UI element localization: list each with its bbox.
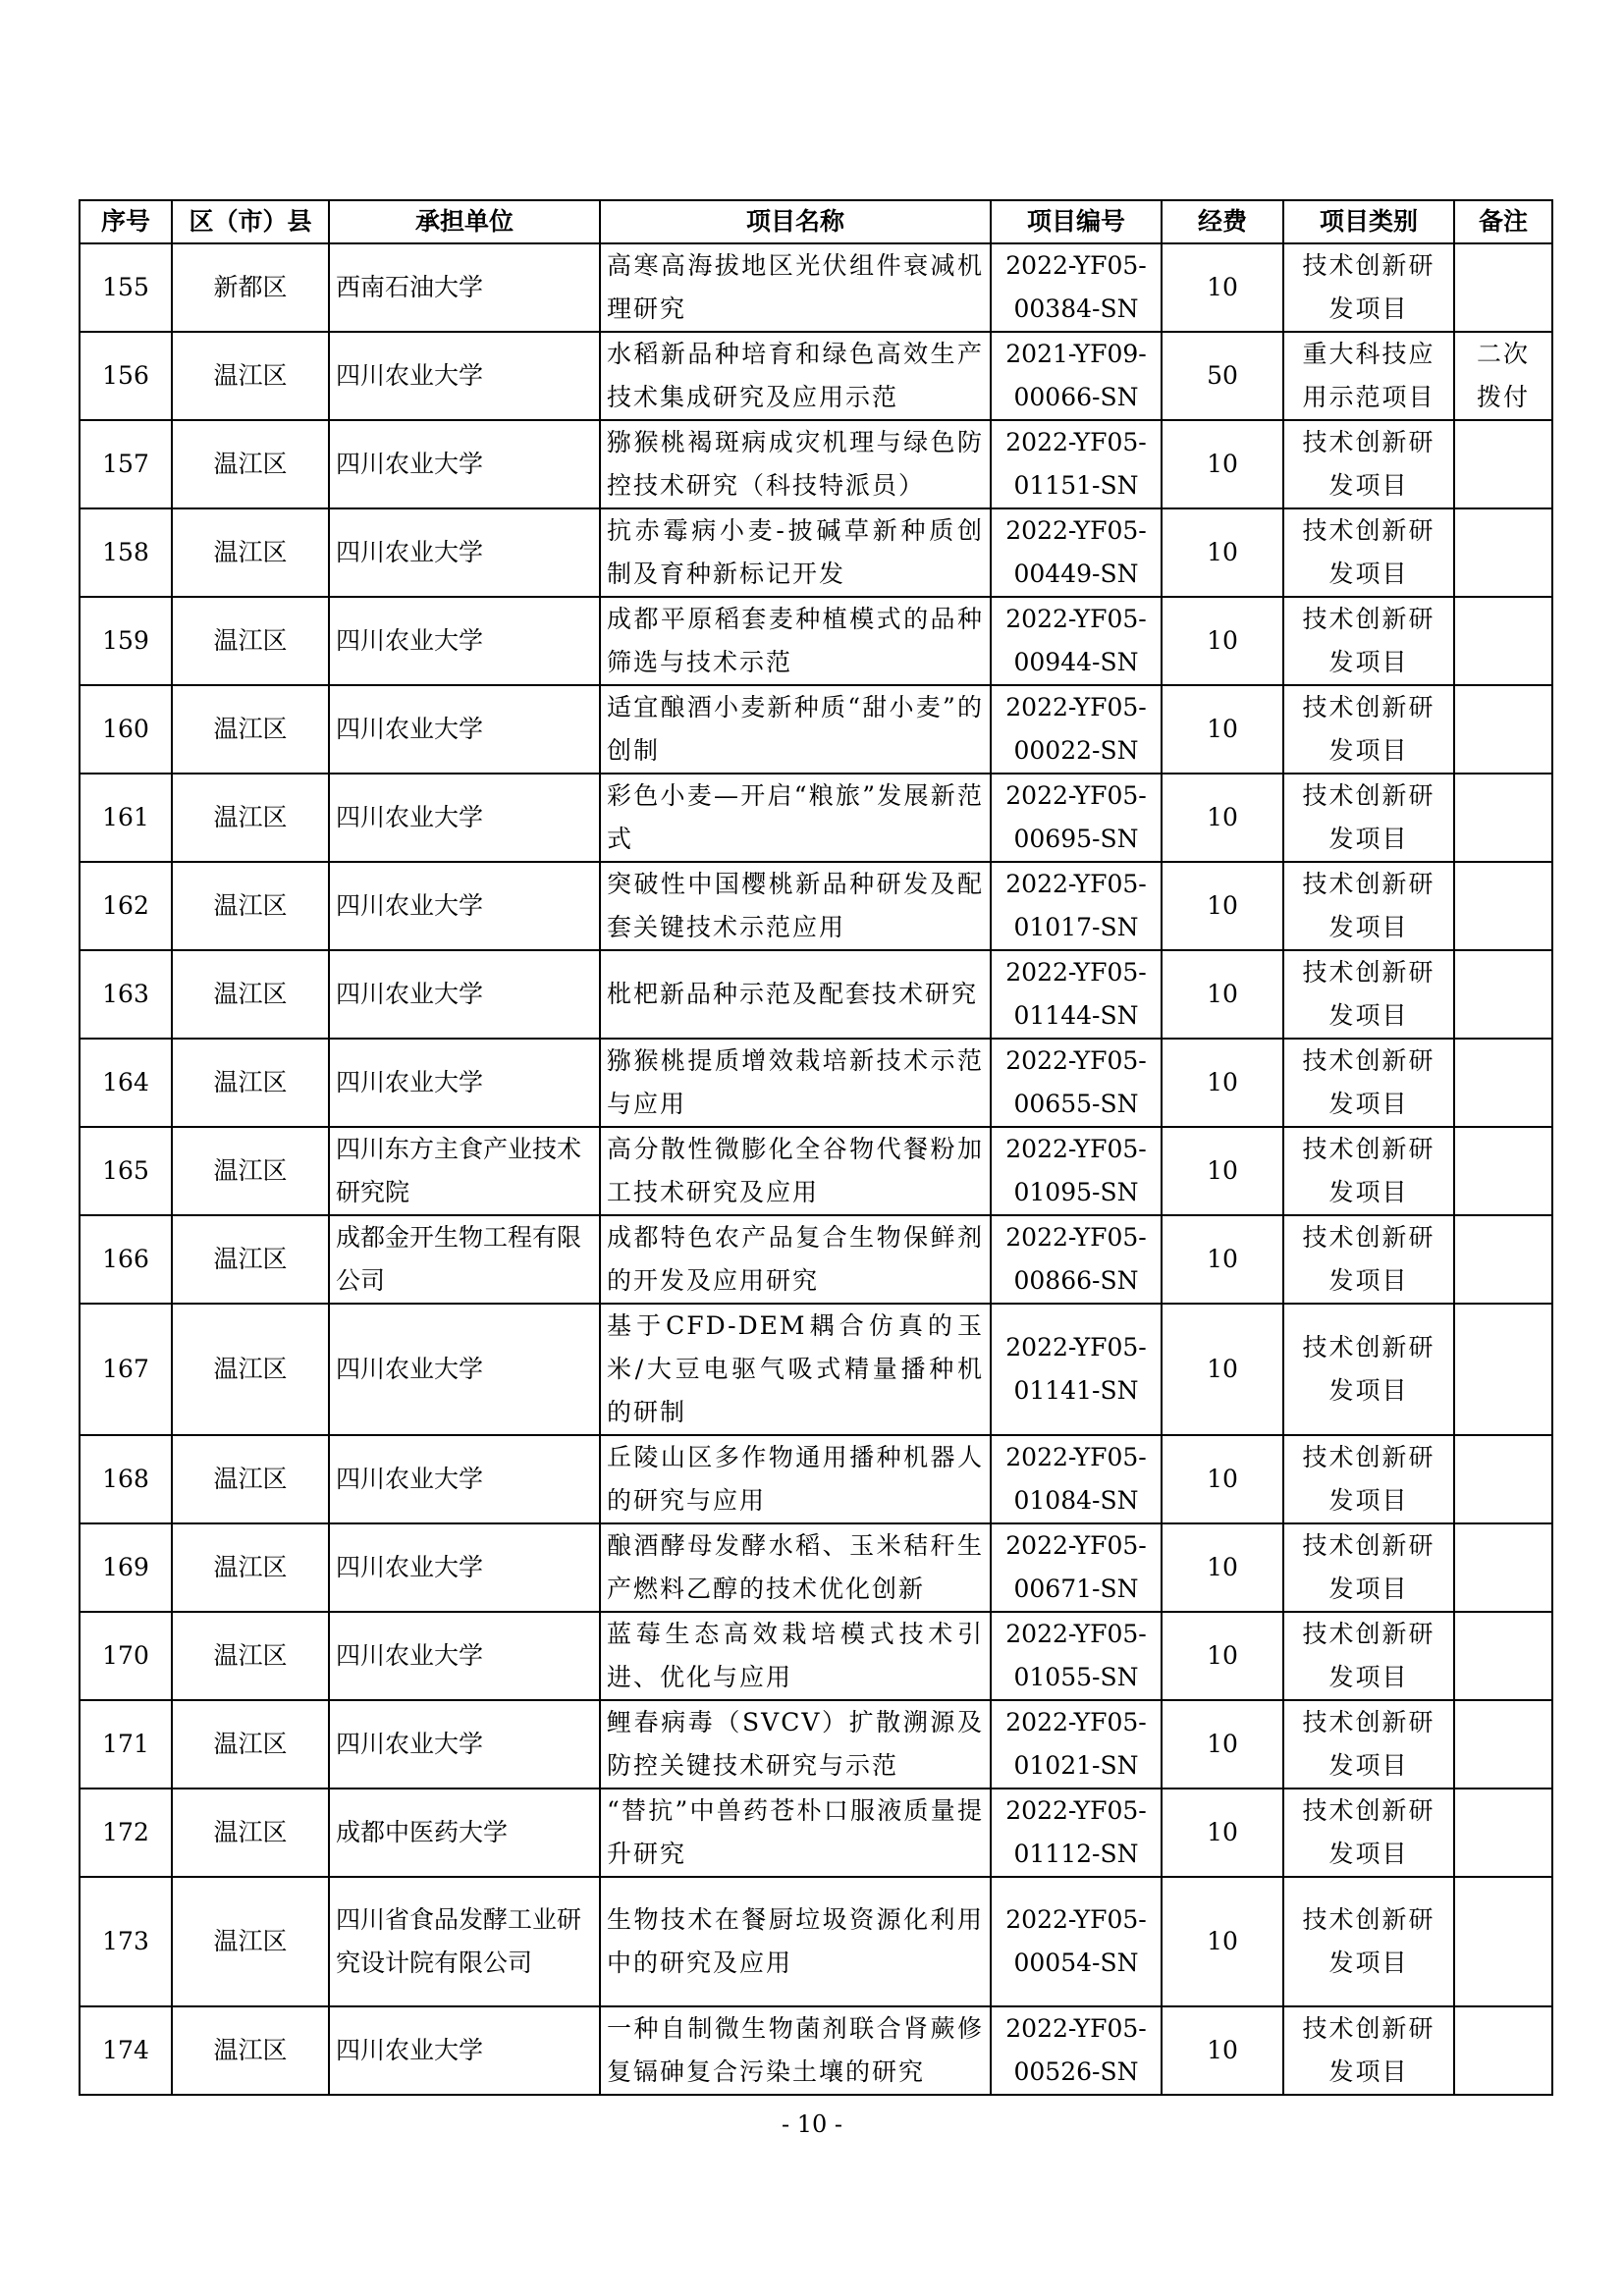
cell-number: 167 (80, 1304, 172, 1435)
project-code-line: 2022-YF05- (1005, 1223, 1147, 1252)
cell-number: 168 (80, 1435, 172, 1523)
cell-category: 技术创新研发项目 (1283, 1523, 1454, 1612)
cell-fund: 10 (1162, 950, 1283, 1039)
cell-note (1454, 862, 1552, 950)
project-code-line: 2022-YF05- (1005, 2014, 1147, 2043)
cell-project-name: 水稻新品种培育和绿色高效生产技术集成研究及应用示范 (600, 332, 991, 420)
header-cell: 区（市）县 (172, 200, 329, 243)
cell-unit: 西南石油大学 (329, 243, 600, 332)
cell-unit: 成都中医药大学 (329, 1789, 600, 1877)
cell-number: 166 (80, 1215, 172, 1304)
cell-category: 技术创新研发项目 (1283, 774, 1454, 862)
cell-category: 技术创新研发项目 (1283, 1039, 1454, 1127)
project-code-line: 01151-SN (1013, 471, 1139, 500)
cell-district: 温江区 (172, 1700, 329, 1789)
cell-project-name: 彩色小麦—开启“粮旅”发展新范式 (600, 774, 991, 862)
cell-project-code (991, 774, 1162, 862)
project-code-line: 00526-SN (1013, 2057, 1139, 2086)
cell-district: 温江区 (172, 508, 329, 597)
cell-unit: 四川农业大学 (329, 950, 600, 1039)
project-code-line: 01144-SN (1013, 1001, 1139, 1030)
cell-project-code (991, 1435, 1162, 1523)
project-code-line: 01021-SN (1013, 1751, 1139, 1780)
cell-note (1454, 243, 1552, 332)
project-code-line: 2022-YF05- (1005, 1796, 1147, 1825)
cell-note (1454, 508, 1552, 597)
project-code-line: 01017-SN (1013, 913, 1139, 941)
cell-project-name: 生物技术在餐厨垃圾资源化利用中的研究及应用 (600, 1877, 991, 2006)
table-row (80, 685, 1552, 774)
cell-category: 技术创新研发项目 (1283, 685, 1454, 774)
table-row (80, 597, 1552, 685)
cell-project-name: 鲤春病毒（SVCV）扩散溯源及防控关键技术研究与示范 (600, 1700, 991, 1789)
project-code-line: 2022-YF05- (1005, 428, 1147, 456)
cell-fund: 10 (1162, 1435, 1283, 1523)
cell-unit: 四川农业大学 (329, 420, 600, 508)
project-code-line: 2022-YF05- (1005, 1620, 1147, 1648)
cell-fund: 10 (1162, 1523, 1283, 1612)
cell-project-code (991, 685, 1162, 774)
cell-district: 温江区 (172, 1039, 329, 1127)
cell-project-name: 高寒高海拔地区光伏组件衰减机理研究 (600, 243, 991, 332)
cell-fund: 10 (1162, 1700, 1283, 1789)
cell-note (1454, 1877, 1552, 2006)
cell-category: 技术创新研发项目 (1283, 1435, 1454, 1523)
cell-project-name: 酿酒酵母发酵水稻、玉米秸秆生产燃料乙醇的技术优化创新 (600, 1523, 991, 1612)
cell-unit: 四川农业大学 (329, 774, 600, 862)
cell-project-name: 突破性中国樱桃新品种研发及配套关键技术示范应用 (600, 862, 991, 950)
cell-fund: 10 (1162, 1304, 1283, 1435)
cell-number: 161 (80, 774, 172, 862)
table-header-row (80, 200, 1552, 243)
cell-project-name: 抗赤霉病小麦-披碱草新种质创制及育种新标记开发 (600, 508, 991, 597)
header-cell: 序号 (80, 200, 172, 243)
cell-category: 技术创新研发项目 (1283, 1304, 1454, 1435)
cell-project-name: 一种自制微生物菌剂联合肾蕨修复镉砷复合污染土壤的研究 (600, 2006, 991, 2095)
cell-project-code (991, 1127, 1162, 1215)
table-row (80, 774, 1552, 862)
cell-unit: 四川农业大学 (329, 1700, 600, 1789)
table-row (80, 1304, 1552, 1435)
cell-number: 171 (80, 1700, 172, 1789)
project-code-line: 2022-YF05- (1005, 251, 1147, 280)
cell-unit: 四川农业大学 (329, 332, 600, 420)
table-body (80, 243, 1552, 2095)
cell-category: 技术创新研发项目 (1283, 1127, 1454, 1215)
cell-project-name: 猕猴桃提质增效栽培新技术示范与应用 (600, 1039, 991, 1127)
cell-number: 165 (80, 1127, 172, 1215)
cell-number: 156 (80, 332, 172, 420)
cell-unit: 四川农业大学 (329, 597, 600, 685)
project-code-line: 2022-YF05- (1005, 1708, 1147, 1736)
cell-note (1454, 420, 1552, 508)
cell-district: 温江区 (172, 1127, 329, 1215)
cell-category: 技术创新研发项目 (1283, 1215, 1454, 1304)
cell-unit: 四川农业大学 (329, 508, 600, 597)
cell-number: 157 (80, 420, 172, 508)
header-cell: 承担单位 (329, 200, 600, 243)
cell-category: 技术创新研发项目 (1283, 420, 1454, 508)
cell-unit: 四川农业大学 (329, 1523, 600, 1612)
cell-fund: 10 (1162, 1215, 1283, 1304)
cell-note (1454, 774, 1552, 862)
project-code-line: 00695-SN (1013, 825, 1139, 853)
project-table (79, 199, 1553, 2096)
cell-number: 159 (80, 597, 172, 685)
cell-number: 163 (80, 950, 172, 1039)
cell-category: 技术创新研发项目 (1283, 1789, 1454, 1877)
cell-fund: 10 (1162, 1877, 1283, 2006)
header-cell: 项目编号 (991, 200, 1162, 243)
cell-project-name: 猕猴桃褐斑病成灾机理与绿色防控技术研究（科技特派员） (600, 420, 991, 508)
cell-district: 温江区 (172, 774, 329, 862)
cell-district: 温江区 (172, 685, 329, 774)
project-code-line: 2022-YF05- (1005, 958, 1147, 987)
cell-project-code (991, 1877, 1162, 2006)
cell-project-code (991, 2006, 1162, 2095)
cell-district: 温江区 (172, 1304, 329, 1435)
cell-district: 温江区 (172, 1612, 329, 1700)
cell-district: 温江区 (172, 332, 329, 420)
cell-project-name: 成都平原稻套麦种植模式的品种筛选与技术示范 (600, 597, 991, 685)
cell-fund: 10 (1162, 2006, 1283, 2095)
table-row (80, 1215, 1552, 1304)
cell-fund: 10 (1162, 685, 1283, 774)
cell-project-name: “替抗”中兽药苍朴口服液质量提升研究 (600, 1789, 991, 1877)
cell-category: 技术创新研发项目 (1283, 1612, 1454, 1700)
cell-note (1454, 1039, 1552, 1127)
table-row (80, 1612, 1552, 1700)
cell-project-name: 枇杷新品种示范及配套技术研究 (600, 950, 991, 1039)
project-code-line: 2022-YF05- (1005, 693, 1147, 721)
project-code-line: 2022-YF05- (1005, 1046, 1147, 1075)
cell-category: 技术创新研发项目 (1283, 1700, 1454, 1789)
cell-project-code (991, 243, 1162, 332)
page-number: - 10 - (781, 2110, 842, 2138)
cell-category: 技术创新研发项目 (1283, 950, 1454, 1039)
project-code-line: 00866-SN (1013, 1266, 1139, 1295)
cell-fund: 10 (1162, 597, 1283, 685)
project-code-line: 00054-SN (1013, 1949, 1139, 1977)
project-code-line: 2022-YF05- (1005, 781, 1147, 810)
cell-category: 技术创新研发项目 (1283, 508, 1454, 597)
cell-district: 温江区 (172, 1215, 329, 1304)
project-code-line: 2022-YF05- (1005, 1135, 1147, 1163)
cell-fund: 10 (1162, 1789, 1283, 1877)
project-code-line: 2022-YF05- (1005, 1443, 1147, 1471)
cell-number: 169 (80, 1523, 172, 1612)
cell-category: 技术创新研发项目 (1283, 862, 1454, 950)
table-row (80, 862, 1552, 950)
cell-note (1454, 950, 1552, 1039)
cell-unit: 四川农业大学 (329, 1435, 600, 1523)
cell-fund: 10 (1162, 420, 1283, 508)
cell-note (1454, 685, 1552, 774)
cell-project-code (991, 1523, 1162, 1612)
table-row (80, 1523, 1552, 1612)
project-code-line: 00066-SN (1013, 383, 1139, 411)
cell-project-code (991, 1215, 1162, 1304)
cell-unit: 四川东方主食产业技术研究院 (329, 1127, 600, 1215)
project-code-line: 01055-SN (1013, 1663, 1139, 1691)
cell-note (1454, 597, 1552, 685)
table-row (80, 1127, 1552, 1215)
project-code-line: 00671-SN (1013, 1575, 1139, 1603)
cell-fund: 10 (1162, 508, 1283, 597)
cell-district: 温江区 (172, 420, 329, 508)
cell-number: 172 (80, 1789, 172, 1877)
cell-project-code (991, 597, 1162, 685)
cell-category: 重大科技应用示范项目 (1283, 332, 1454, 420)
cell-note (1454, 1304, 1552, 1435)
cell-unit: 四川农业大学 (329, 1612, 600, 1700)
table-row (80, 1877, 1552, 2006)
cell-unit: 四川农业大学 (329, 685, 600, 774)
header-cell: 经费 (1162, 200, 1283, 243)
cell-fund: 10 (1162, 774, 1283, 862)
cell-unit: 四川省食品发酵工业研究设计院有限公司 (329, 1877, 600, 2006)
header-cell: 项目名称 (600, 200, 991, 243)
cell-fund: 10 (1162, 1612, 1283, 1700)
cell-district: 温江区 (172, 597, 329, 685)
cell-project-code (991, 332, 1162, 420)
table-row (80, 332, 1552, 420)
cell-note (1454, 1127, 1552, 1215)
cell-note (1454, 1700, 1552, 1789)
cell-number: 164 (80, 1039, 172, 1127)
cell-number: 158 (80, 508, 172, 597)
cell-project-name: 高分散性微膨化全谷物代餐粉加工技术研究及应用 (600, 1127, 991, 1215)
cell-unit: 四川农业大学 (329, 862, 600, 950)
project-code-line: 2022-YF05- (1005, 1531, 1147, 1560)
project-code-line: 00944-SN (1013, 648, 1139, 676)
cell-number: 155 (80, 243, 172, 332)
cell-district: 温江区 (172, 1877, 329, 2006)
project-code-line: 01084-SN (1013, 1486, 1139, 1515)
table-row (80, 243, 1552, 332)
cell-unit: 四川农业大学 (329, 1039, 600, 1127)
project-code-line: 2022-YF05- (1005, 870, 1147, 898)
cell-project-code (991, 420, 1162, 508)
cell-number: 173 (80, 1877, 172, 2006)
cell-note (1454, 1612, 1552, 1700)
project-code-line: 2022-YF05- (1005, 1333, 1147, 1362)
cell-category: 技术创新研发项目 (1283, 597, 1454, 685)
cell-fund: 10 (1162, 1127, 1283, 1215)
cell-project-code (991, 862, 1162, 950)
cell-project-name: 适宜酿酒小麦新种质“甜小麦”的创制 (600, 685, 991, 774)
cell-unit: 四川农业大学 (329, 1304, 600, 1435)
table-row (80, 1435, 1552, 1523)
project-code-line: 00022-SN (1013, 736, 1139, 765)
cell-note (1454, 1435, 1552, 1523)
project-code-line: 2021-YF09- (1005, 340, 1147, 368)
cell-project-code (991, 508, 1162, 597)
cell-number: 174 (80, 2006, 172, 2095)
cell-fund: 50 (1162, 332, 1283, 420)
table-row (80, 950, 1552, 1039)
table-row (80, 420, 1552, 508)
cell-unit: 成都金开生物工程有限公司 (329, 1215, 600, 1304)
table-row (80, 1039, 1552, 1127)
cell-district: 温江区 (172, 1523, 329, 1612)
project-code-line: 00655-SN (1013, 1090, 1139, 1118)
cell-category: 技术创新研发项目 (1283, 2006, 1454, 2095)
cell-project-code (991, 1700, 1162, 1789)
cell-district: 温江区 (172, 1435, 329, 1523)
cell-district: 温江区 (172, 950, 329, 1039)
table-row (80, 1789, 1552, 1877)
project-code-line: 2022-YF05- (1005, 605, 1147, 633)
header-cell: 备注 (1454, 200, 1552, 243)
cell-project-code (991, 1304, 1162, 1435)
cell-project-name: 成都特色农产品复合生物保鲜剂的开发及应用研究 (600, 1215, 991, 1304)
project-code-line: 2022-YF05- (1005, 1905, 1147, 1934)
cell-note: 二次拨付 (1454, 332, 1552, 420)
cell-project-code (991, 1789, 1162, 1877)
cell-district: 温江区 (172, 862, 329, 950)
cell-category: 技术创新研发项目 (1283, 243, 1454, 332)
table-row (80, 2006, 1552, 2095)
cell-number: 162 (80, 862, 172, 950)
cell-project-name: 基于CFD-DEM耦合仿真的玉米/大豆电驱气吸式精量播种机的研制 (600, 1304, 991, 1435)
cell-district: 温江区 (172, 1789, 329, 1877)
project-code-line: 01141-SN (1013, 1376, 1139, 1405)
table-row (80, 1700, 1552, 1789)
table-row (80, 508, 1552, 597)
cell-district: 新都区 (172, 243, 329, 332)
cell-project-code (991, 1612, 1162, 1700)
cell-project-name: 蓝莓生态高效栽培模式技术引进、优化与应用 (600, 1612, 991, 1700)
cell-unit: 四川农业大学 (329, 2006, 600, 2095)
project-code-line: 01112-SN (1013, 1840, 1139, 1868)
project-code-line: 00449-SN (1013, 560, 1139, 588)
cell-fund: 10 (1162, 1039, 1283, 1127)
project-code-line: 01095-SN (1013, 1178, 1139, 1206)
cell-district: 温江区 (172, 2006, 329, 2095)
project-code-line: 2022-YF05- (1005, 516, 1147, 545)
cell-note (1454, 2006, 1552, 2095)
cell-project-name: 丘陵山区多作物通用播种机器人的研究与应用 (600, 1435, 991, 1523)
cell-category: 技术创新研发项目 (1283, 1877, 1454, 2006)
cell-note (1454, 1789, 1552, 1877)
cell-number: 170 (80, 1612, 172, 1700)
cell-fund: 10 (1162, 243, 1283, 332)
cell-fund: 10 (1162, 862, 1283, 950)
cell-project-code (991, 950, 1162, 1039)
cell-number: 160 (80, 685, 172, 774)
project-code-line: 00384-SN (1013, 294, 1139, 323)
header-cell: 项目类别 (1283, 200, 1454, 243)
cell-project-code (991, 1039, 1162, 1127)
cell-note (1454, 1523, 1552, 1612)
cell-note (1454, 1215, 1552, 1304)
